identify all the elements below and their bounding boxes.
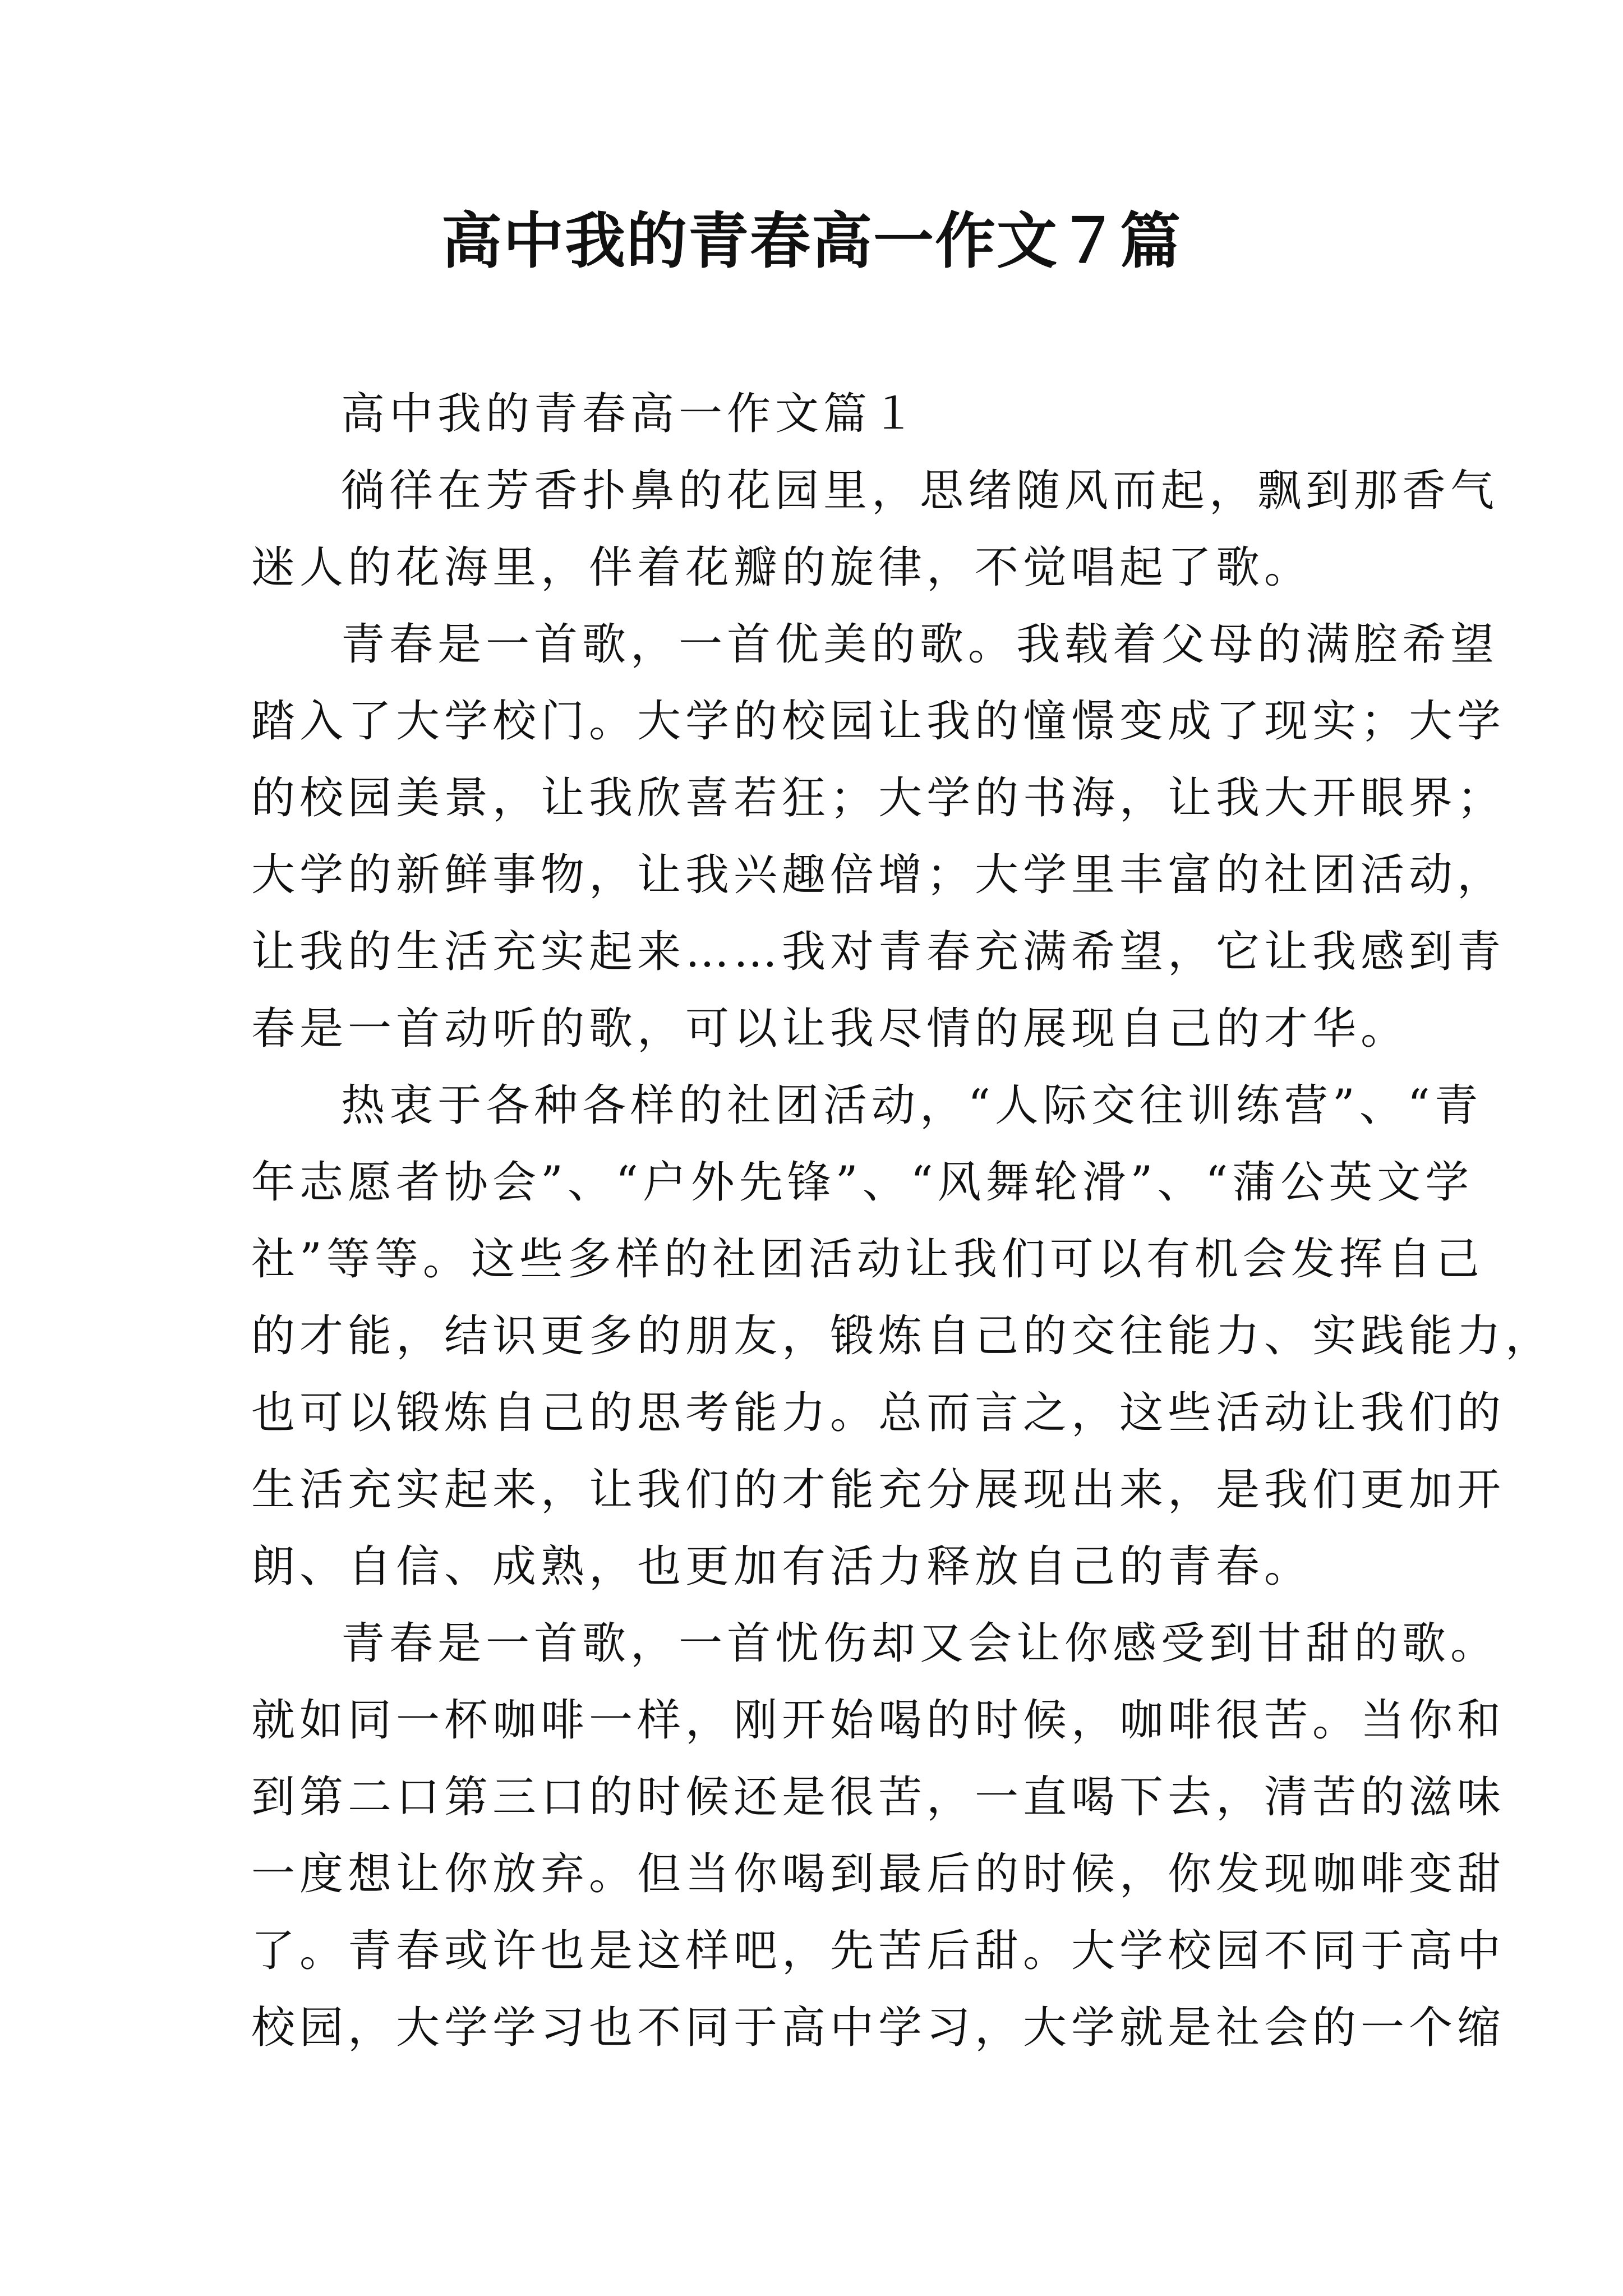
- paragraph-first-line: 青春是一首歌，一首优美的歌。我载着父母的满腔希望: [341, 619, 1499, 670]
- paragraph-line: 也可以锻炼自己的思考能力。总而言之，这些活动让我们的: [251, 1388, 1506, 1438]
- paragraph-line: 春是一首动听的歌，可以让我尽情的展现自己的才华。: [251, 1004, 1409, 1054]
- paragraph-line: 踏入了大学校门。大学的校园让我的憧憬变成了现实；大学: [251, 696, 1506, 747]
- paragraph-line: 社”等等。这些多样的社团活动让我们可以有机会发挥自己: [251, 1234, 1484, 1285]
- document-body: [251, 376, 1554, 2067]
- paragraph-line: 生活充实起来，让我们的才能充分展现出来，是我们更加开: [251, 1465, 1506, 1515]
- paragraph-first-line: 热衷于各种各样的社团活动，“人际交往训练营”、“青: [341, 1080, 1483, 1131]
- paragraph-first-line: 徜徉在芳香扑鼻的花园里，思绪随风而起，飘到那香气: [341, 466, 1499, 516]
- paragraph-line: 大学的新鲜事物，让我兴趣倍增；大学里丰富的社团活动，: [251, 850, 1506, 900]
- paragraph-line: 年志愿者协会”、“户外先锋”、“风舞轮滑”、“蒲公英文学: [251, 1157, 1474, 1208]
- paragraph-first-line: 高中我的青春高一作文篇１: [341, 389, 920, 439]
- paragraph-line: 到第二口第三口的时候还是很苦，一直喝下去，清苦的滋味: [251, 1772, 1506, 1823]
- paragraph-line: 校园，大学学习也不同于高中学习，大学就是社会的一个缩: [251, 2003, 1506, 2053]
- paragraph-line: 朗、自信、成熟，也更加有活力释放自己的青春。: [251, 1542, 1313, 1592]
- paragraph-line: 就如同一杯咖啡一样，刚开始喝的时候，咖啡很苦。当你和: [251, 1695, 1506, 1746]
- paragraph-line: 迷人的花海里，伴着花瓣的旋律，不觉唱起了歌。: [251, 542, 1313, 593]
- paragraph-line: 一度想让你放弃。但当你喝到最后的时候，你发现咖啡变甜: [251, 1849, 1506, 1899]
- document-title: 高中我的青春高一作文７篇: [441, 206, 1182, 277]
- paragraph-first-line: 青春是一首歌，一首忧伤却又会让你感受到甘甜的歌。: [341, 1618, 1499, 1669]
- paragraph-line: 的校园美景，让我欣喜若狂；大学的书海，让我大开眼界；: [251, 773, 1506, 823]
- paragraph-line: 让我的生活充实起来……我对青春充满希望，它让我感到青: [251, 927, 1506, 977]
- paragraph-line: 的才能，结识更多的朋友，锻炼自己的交往能力、实践能力，: [251, 1311, 1554, 1361]
- paragraph-line: 了。青春或许也是这样吧，先苦后甜。大学校园不同于高中: [251, 1926, 1506, 1976]
